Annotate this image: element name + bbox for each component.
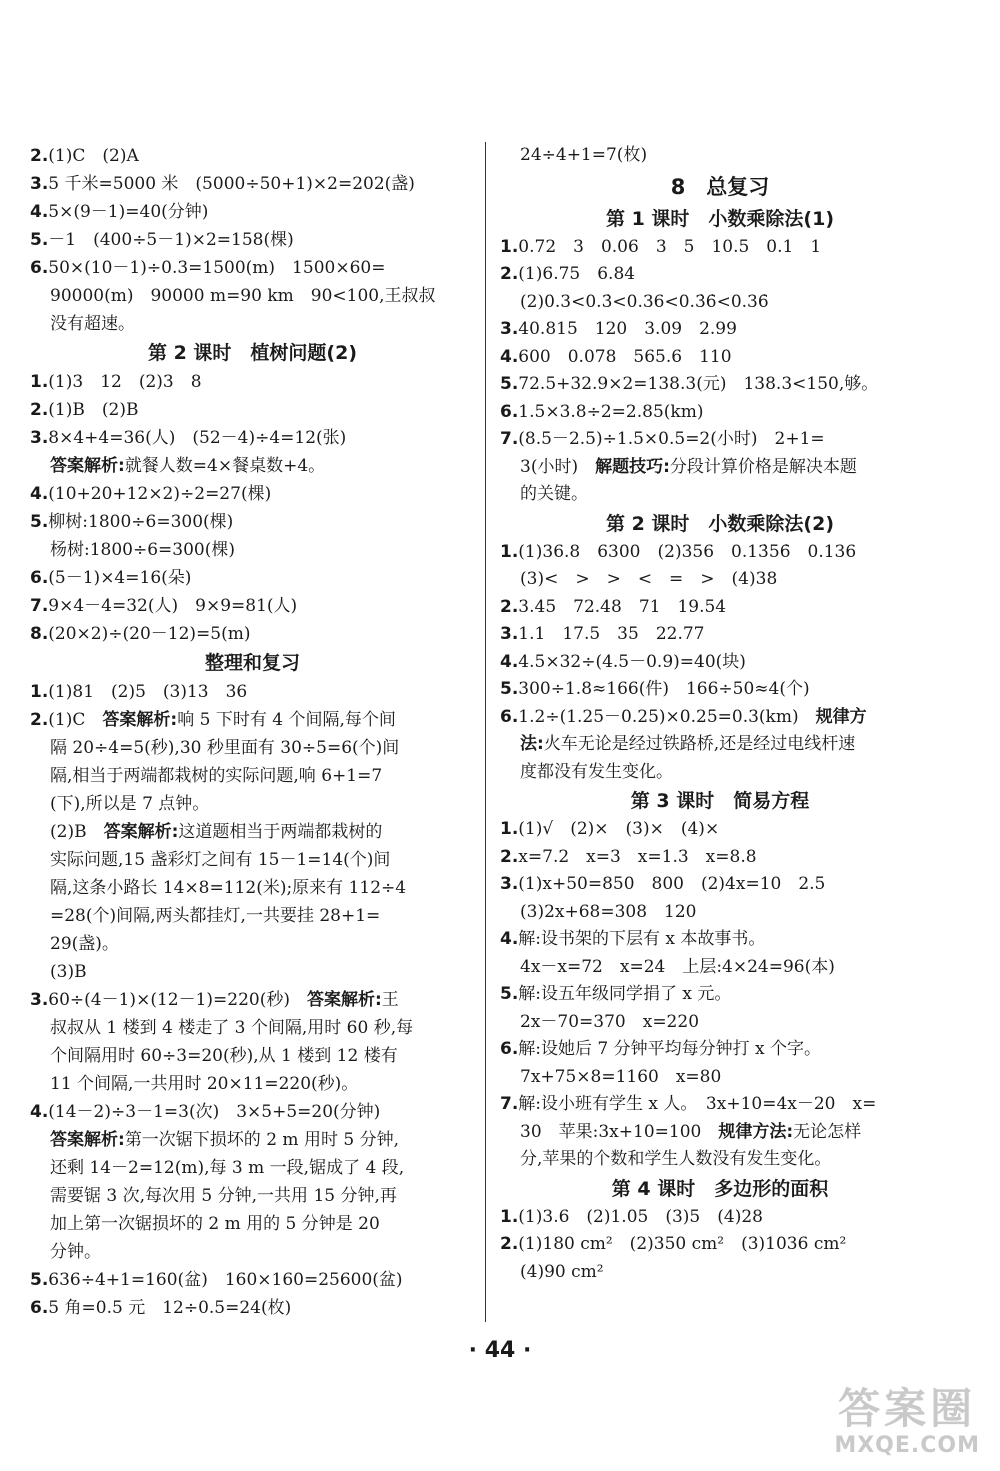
right-column <box>500 142 940 1286</box>
item-number: 2. <box>500 596 519 617</box>
answer-text: (8.5－2.5)÷1.5×0.5=2(小时) 2+1= <box>518 429 825 449</box>
answer-text: 隔,这条小路长 14×8=112(米);原来有 112÷4 <box>50 878 407 898</box>
answer-item <box>500 371 940 399</box>
item-number: 5. <box>30 230 49 250</box>
answer-text: (5－1)×4=16(朵) <box>48 568 192 588</box>
answer-text: 还剩 14－2=12(m),每 3 m 一段,锯成了 4 段, <box>50 1158 405 1178</box>
item-number: 4. <box>30 202 49 222</box>
answer-item <box>500 539 940 567</box>
answer-text: 4.5×32÷(4.5－0.9)=40(块) <box>518 651 746 672</box>
item-number: 1. <box>500 541 519 562</box>
item-number: 7. <box>500 429 519 449</box>
answer-continuation <box>30 874 475 902</box>
answer-text: (1)x+50=850 800 (2)4x=10 2.5 <box>518 874 826 894</box>
answer-item <box>30 1294 475 1322</box>
answer-text: 解:设书架的下层有 x 本故事书。 <box>518 929 766 949</box>
item-number: 6. <box>500 706 519 727</box>
answer-continuation <box>30 1154 475 1182</box>
answer-text: 5×(9－1)=40(分钟) <box>48 202 209 222</box>
answer-item <box>30 678 475 706</box>
answer-item <box>500 1091 940 1119</box>
answer-text: (20×2)÷(20－12)=5(m) <box>48 624 251 644</box>
item-number: 4. <box>500 929 519 949</box>
answer-item <box>500 981 940 1009</box>
answer-text: 30 苹果:3x+10=100 <box>520 1121 719 1142</box>
answer-item <box>30 620 475 648</box>
answer-text: 这道题相当于两端都栽树的 <box>178 822 383 842</box>
answer-text: (1)√ (2)× (3)× (4)× <box>518 819 720 839</box>
answer-text: 2x－70=370 x=220 <box>520 1011 700 1032</box>
answer-continuation <box>30 1238 475 1266</box>
answer-continuation <box>500 142 940 170</box>
item-number: 8. <box>30 624 49 644</box>
answer-continuation <box>30 734 475 762</box>
answer-text: 3.45 72.48 71 19.54 <box>518 596 727 617</box>
watermark-url: MXQE.COM <box>834 1433 980 1458</box>
answer-item <box>500 649 940 677</box>
item-number: 2. <box>500 1234 519 1254</box>
section-heading: 第 1 课时 小数乘除法(1) <box>605 207 835 230</box>
answer-label: 规律方法: <box>718 1121 794 1142</box>
answer-continuation <box>30 1070 475 1098</box>
answer-text: (1)C <box>48 710 103 730</box>
item-number: 4. <box>500 651 519 672</box>
item-number: 3. <box>500 624 519 644</box>
answer-text: 解:设五年级同学捐了 x 元。 <box>518 984 732 1004</box>
answer-item <box>500 261 940 289</box>
answer-continuation <box>500 1009 940 1037</box>
answer-item <box>30 170 475 198</box>
answer-item <box>30 1098 475 1126</box>
item-number: 4. <box>30 484 49 504</box>
answer-item <box>30 368 475 396</box>
answer-text: 40.815 120 3.09 2.99 <box>518 319 737 339</box>
item-number: 6. <box>500 401 519 422</box>
answer-text: 4x－x=72 x=24 上层:4×24=96(本) <box>520 956 835 977</box>
answer-text: (14－2)÷3－1=3(次) 3×5+5=20(分钟) <box>48 1102 381 1122</box>
answer-text: 解:设小班有学生 x 人。 3x+10=4x－20 x= <box>518 1094 877 1114</box>
answer-item <box>500 1204 940 1232</box>
answer-text: 没有超速。 <box>50 314 135 334</box>
answer-continuation <box>30 452 475 480</box>
answer-item <box>500 676 940 704</box>
answer-item <box>30 480 475 508</box>
answer-label: 规律方 <box>815 706 867 727</box>
answer-continuation <box>500 899 940 927</box>
answer-label: 解题技巧: <box>595 456 670 477</box>
answer-continuation <box>500 481 940 509</box>
answer-continuation <box>30 1014 475 1042</box>
answer-text: (1)C (2)A <box>48 146 139 166</box>
answer-item <box>30 396 475 424</box>
item-number: 5. <box>500 679 519 699</box>
answer-text: 的关键。 <box>520 484 588 504</box>
answer-item <box>500 1036 940 1064</box>
item-number: 6. <box>30 258 49 278</box>
item-number: 1. <box>30 372 49 392</box>
answer-continuation <box>30 310 475 338</box>
answer-item <box>500 704 940 732</box>
answer-text: 60÷(4－1)×(12－1)=220(秒) <box>48 990 307 1010</box>
answer-text: 1.2÷(1.25－0.25)×0.25=0.3(km) <box>518 706 816 727</box>
item-number: 3. <box>500 874 519 894</box>
answer-text: 火车无论是经过铁路桥,还是经过电线杆速 <box>543 734 856 754</box>
answer-continuation <box>30 958 475 986</box>
answer-text: 72.5+32.9×2=138.3(元) 138.3<150,够。 <box>518 374 879 394</box>
answer-item <box>30 592 475 620</box>
answer-text: 无论怎样 <box>793 1121 862 1142</box>
answer-text: (1)36.8 6300 (2)356 0.13̇56̇ 0.136 <box>518 541 857 562</box>
answer-text: (1)B (2)B <box>48 400 139 420</box>
answer-text: －1 (400÷5－1)×2=158(棵) <box>48 230 294 250</box>
section-heading: 整理和复习 <box>204 652 300 674</box>
answer-continuation <box>30 536 475 564</box>
answer-text: 50×(10－1)÷0.3=1500(m) 1500×60= <box>48 258 386 278</box>
watermark-logo <box>834 1385 980 1459</box>
item-number: 3. <box>30 428 49 448</box>
answer-continuation <box>500 454 940 482</box>
answer-text: (1)3.6 (2)1.05 (3)5 (4)28 <box>518 1206 763 1227</box>
answer-text: 第一次锯下损坏的 2 m 用时 5 分钟, <box>124 1130 399 1150</box>
answer-text: 29(盏)。 <box>50 934 119 954</box>
answer-item <box>30 142 475 170</box>
section-heading: 第 4 课时 多边形的面积 <box>611 1177 829 1200</box>
answer-text: 分,苹果的个数和学生人数没有发生变化。 <box>520 1149 832 1169</box>
section-heading: 第 2 课时 植树问题(2) <box>147 342 358 364</box>
answer-text: =28(个)间隔,两头都挂灯,一共要挂 28+1= <box>50 906 381 926</box>
item-number: 3. <box>30 990 49 1010</box>
answer-continuation <box>500 1064 940 1092</box>
answer-continuation <box>30 790 475 818</box>
answer-text: (1)3 12 (2)3 8 <box>48 372 202 392</box>
answer-text: 300÷1.8≈166(件) 166÷50≈4(个) <box>518 679 810 699</box>
answer-text: 7x+75×8=1160 x=80 <box>520 1066 722 1087</box>
answer-item <box>30 564 475 592</box>
item-number: 5. <box>500 374 519 394</box>
answer-item <box>500 621 940 649</box>
answer-label: 法: <box>520 734 544 754</box>
item-number: 5. <box>30 512 49 532</box>
answer-text: (10+20+12×2)÷2=27(棵) <box>48 484 272 504</box>
column-divider <box>485 142 486 1322</box>
answer-text: 实际问题,15 盏彩灯之间有 15－1=14(个)间 <box>50 850 391 870</box>
item-number: 2. <box>30 146 49 166</box>
answer-text: 9×4－4=32(人) 9×9=81(人) <box>48 596 298 616</box>
answer-label: 答案解析: <box>306 990 382 1010</box>
answer-text: 杨树:1800÷6=300(棵) <box>50 540 236 560</box>
answer-continuation <box>500 731 940 759</box>
item-number: 4. <box>500 346 519 367</box>
answer-label: 答案解析: <box>102 710 178 730</box>
answer-text: 分钟。 <box>50 1242 101 1262</box>
item-number: 2. <box>500 264 519 284</box>
answer-item <box>500 594 940 622</box>
section-heading: 8 总复习 <box>670 174 770 199</box>
item-number: 1. <box>500 819 519 839</box>
answer-text: 11 个间隔,一共用时 20×11=220(秒)。 <box>50 1074 359 1094</box>
answer-text: 隔,相当于两端都栽树的实际问题,响 6+1=7 <box>50 766 383 786</box>
answer-continuation <box>500 1146 940 1174</box>
answer-text: (1)180 cm² (2)350 cm² (3)1036 cm² <box>518 1234 847 1254</box>
answer-text: (1)81 (2)5 (3)13 36 <box>48 682 248 702</box>
answer-continuation <box>30 818 475 846</box>
answer-item <box>30 198 475 226</box>
answer-continuation <box>30 1210 475 1238</box>
answer-continuation <box>30 930 475 958</box>
answer-continuation <box>30 1042 475 1070</box>
answer-text: 分段计算价格是解决本题 <box>669 456 857 477</box>
answer-text: (3)2x+68=308 120 <box>520 901 697 922</box>
answer-item <box>500 1231 940 1259</box>
answer-item <box>500 926 940 954</box>
item-number: 6. <box>30 1298 49 1318</box>
answer-text: 需要锯 3 次,每次用 5 分钟,一共用 15 分钟,再 <box>50 1186 397 1206</box>
answer-item <box>500 426 940 454</box>
answer-label: 答案解析: <box>50 456 125 476</box>
item-number: 1. <box>500 1206 519 1227</box>
answer-text: 90000(m) 90000 m=90 km 90<100,王叔叔 <box>50 286 436 306</box>
answer-continuation <box>30 762 475 790</box>
answer-item <box>30 254 475 282</box>
answer-text: (3)< > > < = > (4)38 <box>520 569 778 589</box>
answer-text: 5 千米=5000 米 (5000÷50+1)×2=202(盏) <box>48 174 415 194</box>
answer-text: 响 5 下时有 4 个间隔,每个间 <box>177 710 396 730</box>
answer-label: 答案解析: <box>103 822 179 842</box>
answer-item <box>30 1266 475 1294</box>
item-number: 6. <box>30 568 49 588</box>
answer-item <box>500 871 940 899</box>
item-number: 3. <box>500 319 519 339</box>
answer-item <box>500 399 940 427</box>
answer-continuation <box>30 1182 475 1210</box>
answer-item <box>30 508 475 536</box>
answer-item <box>30 424 475 452</box>
answer-text: 解:设她后 7 分钟平均每分钟打 x 个字。 <box>518 1039 822 1059</box>
answer-text: 0.72 3 0.06 3 5 10.5 0.1 1 <box>518 236 822 257</box>
item-number: 5. <box>500 984 519 1004</box>
answer-text: 600 0.078 565.6 110 <box>518 346 732 367</box>
item-number: 7. <box>500 1094 519 1114</box>
answer-item <box>500 344 940 372</box>
answer-continuation <box>500 954 940 982</box>
answer-item <box>500 234 940 262</box>
answer-text: (4)90 cm² <box>520 1261 604 1282</box>
item-number: 2. <box>30 400 49 420</box>
section-heading: 第 3 课时 简易方程 <box>630 790 810 812</box>
answer-item <box>30 226 475 254</box>
watermark-title: 答案圈 <box>838 1384 977 1433</box>
item-number: 1. <box>30 682 49 702</box>
item-number: 1. <box>500 236 519 257</box>
answer-continuation <box>500 1259 940 1287</box>
answer-text: 度都没有发生变化。 <box>520 761 673 782</box>
answer-text: 个间隔用时 60÷3=20(秒),从 1 楼到 12 楼有 <box>50 1046 398 1066</box>
answer-text: 636÷4+1=160(盆) 160×160=25600(盆) <box>48 1270 403 1290</box>
answer-text: 叔叔从 1 楼到 4 楼走了 3 个间隔,用时 60 秒,每 <box>50 1018 414 1038</box>
item-number: 7. <box>30 596 49 616</box>
answer-text: (下),所以是 7 点钟。 <box>50 794 210 814</box>
answer-continuation <box>30 1126 475 1154</box>
answer-text: 1.5×3.8÷2=2.85(km) <box>518 401 704 422</box>
answer-text: 24÷4+1=7(枚) <box>520 145 648 165</box>
answer-item <box>500 844 940 872</box>
answer-text: (2)0.3<0.3̇<0.36<0.3̇6̇<0.36̇ <box>520 291 769 312</box>
answer-text: 就餐人数=4×餐桌数+4。 <box>124 456 326 476</box>
answer-continuation <box>30 282 475 310</box>
answer-text: 柳树:1800÷6=300(棵) <box>48 512 234 532</box>
answer-text: x=7.2 x=3 x=1.3 x=8.8 <box>518 846 757 867</box>
item-number: 4. <box>30 1102 49 1122</box>
left-column <box>30 142 475 1322</box>
answer-text: 3(小时) <box>520 456 596 477</box>
item-number: 5. <box>30 1270 49 1290</box>
answer-continuation <box>30 846 475 874</box>
answer-label: 答案解析: <box>50 1130 125 1150</box>
answer-continuation <box>30 902 475 930</box>
answer-continuation <box>500 1119 940 1147</box>
item-number: 2. <box>30 710 49 730</box>
answer-text: (3)B <box>50 962 87 982</box>
item-number: 6. <box>500 1039 519 1059</box>
answer-continuation <box>500 289 940 317</box>
answer-item <box>30 986 475 1014</box>
item-number: 3. <box>30 174 49 194</box>
answer-continuation <box>500 566 940 594</box>
answer-text: 加上第一次锯损坏的 2 m 用的 5 分钟是 20 <box>50 1214 380 1234</box>
answer-text: (1)6.75 6.84 <box>518 264 636 284</box>
answer-text: 王 <box>381 990 399 1010</box>
answer-text: 隔 20÷4=5(秒),30 秒里面有 30÷5=6(个)间 <box>50 738 400 758</box>
item-number: 2. <box>500 846 519 867</box>
section-heading: 第 2 课时 小数乘除法(2) <box>605 512 835 535</box>
answer-text: (2)B <box>50 822 104 842</box>
answer-item <box>500 816 940 844</box>
page-number: · 44 · <box>468 1338 532 1363</box>
answer-text: 5 角=0.5 元 12÷0.5=24(枚) <box>48 1298 292 1318</box>
answer-item <box>30 706 475 734</box>
answer-continuation <box>500 759 940 787</box>
answer-text: 1.1 17.5 35 22.77 <box>518 624 705 644</box>
answer-text: 8×4+4=36(人) (52－4)÷4=12(张) <box>48 428 347 448</box>
answer-item <box>500 316 940 344</box>
